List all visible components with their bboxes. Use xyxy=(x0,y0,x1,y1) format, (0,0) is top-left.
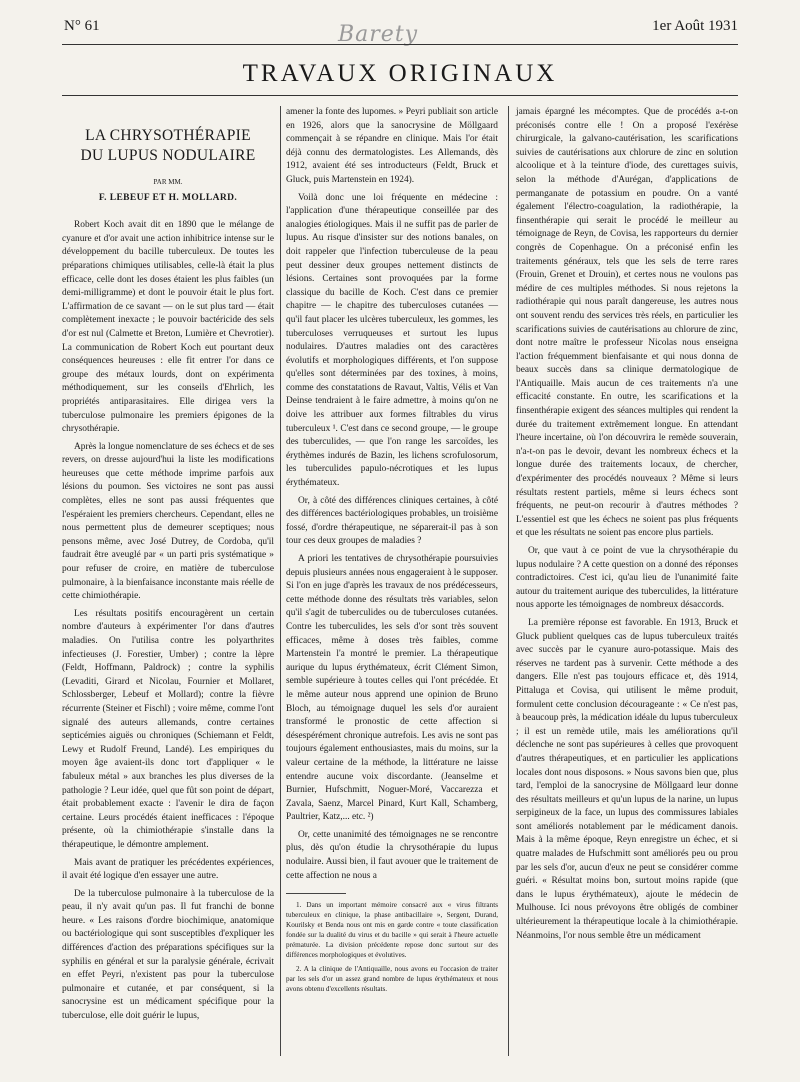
article-authors: F. LEBEUF ET H. MOLLARD. xyxy=(98,192,238,203)
paragraph: Robert Koch avait dit en 1890 que le mélange de cyanure et d'or avait une action inhibitrice intense sur le développement du bacille tuberculeux. De toutes les préparations chimiques utilisables, celle-là était la plus efficace, celle dont les doses étaient les plus faibles (un demi-milligramme) et dont le pouvoir était le plus fort. L'affirmation de ce savant — on le sut plus tard — était complètement inexacte ; le pouvoir bactéricide des sels d'or est nul (Calmette et Breton, Lumière et Chevrotier). La communication de Robert Koch eut pourtant deux conséquences heureuses : elle fit entrer l'or dans ce groupe des métaux lourds, dont on expérimenta méthodiquement, sur les conseils d'Ehrlich, les propriétés antiparasitaires. Elle dirigea vers la tuberculose pulmonaire les premiers épigones de la chrysothérapie. xyxy=(62,220,274,435)
paragraph: amener la fonte des lupomes. » Peyri publiait son article en 1926, alors que la sanocrysine de Möllgaard commençait à se répandre en clinique. Mais l'or était déjà connu des dermatologistes. Les Allemands, dès 1912, avaient été ses introducteurs (Feldt, Bruck et Gluck, puis Martenstein en 1924). xyxy=(286,107,498,185)
text-column-3 xyxy=(516,106,738,943)
header-rule xyxy=(62,44,738,45)
paragraph: jamais épargné les mécomptes. Que de procédés a-t-on préconisés contre elle ! On a proposé l'exérèse chirurgicale, la galvano-cautérisation, les scarifications suivies de cautérisations aux chlorure de zinc en solution alcoolique et à la teinture d'iode, des curettages suivis, selon la méthode d'Aurégan, d'applications de permanganate de potassium en poudre. On a vanté également l'électro-coagulation, la radiothérapie, la finsenthérapie qui serait le procédé le meilleur au témoignage de Reyn, de Covisa, les rapporteurs du dernier congrès de Copenhague. On a préconisé enfin les traitements généraux, tels que les sels de terre rares (Frouin, Grenet et Drouin), et certes nous ne voulons pas médire de ces multiples méthodes. Si nous rejetons la radiothérapie qui nous paraît dangereuse, les autres nous ont souvent rendu des services très réels, en particulier les scarifications suivies de cautérisations au chlorure de zinc, dont notre maître le professeur Nicolas nous enseigna l'action fréquemment bienfaisante et qui nous donna de beaux succès dans sa clinique dermatologique de l'Antiquaille. Mais aucun de ces traitements n'a une efficacité constante. En outre, les scarifications et la finsenthérapie exigent des séances multiples qui rendent la durée du traitement extrêmement longue. En attendant l'heure incertaine, où l'on découvrira le remède souverain, n'a-t-on pas le devoir, devant les nombreux échecs et la longue durée des traitements locaux, de chercher, d'expérimenter des procédés nouveaux ? Même si leurs résultats restent partiels, même si leurs échecs sont fréquents, ne peut-on recourir à d'autres méthodes ? L'essentiel est que les échecs ne soient pas plus fréquents et que les résultats ne soient pas encore plus partiels. xyxy=(516,107,738,539)
paragraph: Voilà donc une loi fréquente en médecine : l'application d'une thérapeutique conseillée par des analogies étiologiques. Mais il ne suffit pas de parler de lupus. Au risque d'insister sur des notions banales, on doit rappeler que l'infection tuberculeuse de la peau peut dessiner deux groupes nettement distincts de lésions. Certaines sont provoquées par la forme classique du bacille de Koch. C'est dans ce premier chapitre — le chapitre des tuberculoses cutanées — qu'il faut placer les ulcères tuberculeux, les gommes, les tuberculoses verruqueuses et surtout les lupus nodulaires. D'autres maladies ont des caractères évolutifs et morphologiques différents, et l'on suppose qu'elles sont déterminées par des toxines, à moins, comme des constatations de Ravaut, Valtis, Vélis et Van Deinse tendraient à le faire admettre, à moins qu'on ne doive les attribuer aux formes filtrables du virus tuberculeux ¹. C'est dans ce second groupe, — le groupe des tuberculides, — que l'on range les sarcoïdes, les érythèmes indurés de Bazin, les lichens scrofulosorum, les tuberculides papulo-nécrotiques et les lupus érythémateux. xyxy=(286,192,498,489)
paragraph: De la tuberculose pulmonaire à la tuberculose de la peau, il n'y avait qu'un pas. Il fut franchi de bonne heure. « Les raisons d'ordre biochimique, anatomique ou bactériologique qui sont susceptibles d'expliquer les différences d'action des préparations spécifiques sur la syphilis en général et sur la paralysie générale, écrivait en effet Peyri, n'existent pas pour la tuberculose pulmonaire et cutanée, et par conséquent, si la sanocrysine est un médicament spécifique pour la tuberculose, elle doit guérir le lupus, xyxy=(62,888,274,1022)
paragraph: La première réponse est favorable. En 1913, Bruck et Gluck publient quelques cas de lupus tuberculeux traités avec succès par le cyanure auro-potassique. Mais des réserves ne tardent pas à survenir. Cette méthode a des dangers. Elle n'est pas toujours efficace et, dès 1914, Pittaluga et Covisa, qui utilisent le même produit, formulent cette conclusion décourageante : « Ce n'est pas, à beaucoup près, la médication idéale du lupus tuberculeux ; il est un remède utile, mais les améliorations qu'il déclenche ne sont pas supérieures à celles que provoquent d'autres thérapeutiques, et en particulier les applications locales dont nous disposons. » Nous savons bien que, plus tard, l'emploi de la sanocrysine de Möllgaard leur donne des résultats meilleurs et qu'un lupus de la narine, un lupus serpigineux de la face, un lupus des commissures labiales sont améliorés notablement par le médicament danois. Mais à la même époque, Reyn enregistre un échec, et si quatre malades de Hufschmitt sont améliorés peu ou prou par les sels d'or, aucun d'eux ne peut se considérer comme guéri. « Résultat moins bon, surtout moins rapide (que dans le lupus érythémateux), ajoute le médecin de Mulhouse. Ici nous prévoyons être obligés de combiner ultérieurement la thérapeutique locale à la chimiothérapie. Néanmoins, l'or nous semble être un médicament xyxy=(516,617,738,941)
handwritten-signature: Barety xyxy=(338,22,419,47)
issue-number: N° 61 xyxy=(64,18,100,34)
footnotes xyxy=(286,900,498,994)
paragraph: Mais avant de pratiquer les précédentes expériences, il avait été logique d'en essayer une autre. xyxy=(62,857,274,882)
paragraph: Or, cette unanimité des témoignages ne se rencontre plus, dès qu'on étudie la chrysothérapie du lupus nodulaire. Aussi bien, il faut avouer que le traitement de cette affection ne nous a xyxy=(286,829,498,881)
paragraph: Or, que vaut à ce point de vue la chrysothérapie du lupus nodulaire ? A cette question on a donné des réponses contradictoires. C'est ici, qu'au lieu de l'unanimité faite autour du traitement aurique des tuberculides, la littérature nous apporte les témoignages de nombreux désaccords. xyxy=(516,546,738,611)
paragraph: Après la longue nomenclature de ses échecs et de ses revers, on dresse aujourd'hui la liste les modifications heureuses que cette méthode imprime parfois aux lésions du poumon. Ses victoires ne sont pas aussi complètes, elles ne sont pas aussi fréquentes que l'espéraient les premiers chercheurs. Cependant, elles ne nous permettent plus de demeurer sceptiques; nous pensons même, avec José Dutrey, de Cordoba, qu'il faudrait être aveuglé par « un parti pris systématique » pour refuser de croire, en matière de tuberculose pulmonaire, à la bienfaisance inconstante mais réelle de cette chimiothérapie. xyxy=(62,441,274,602)
footnote-rule xyxy=(286,893,346,894)
text-column-1 xyxy=(62,106,274,1024)
column-divider xyxy=(280,106,281,1056)
article-title xyxy=(62,126,274,166)
column-divider xyxy=(508,106,509,1056)
paragraph: A priori les tentatives de chrysothérapie poursuivies depuis plusieurs années nous engageraient à le supposer. Si l'on en juge d'après les travaux de nos prédécesseurs, cette méthode donne des résultats très variables, selon qu'il s'agit de tuberculides ou de tuberculoses cutanées. Contre les tuberculides, les sels d'or sont très souvent efficaces, même à doses très faibles, comme Martenstein l'a montré le premier. La thérapeutique aurique du lupus érythémateux, écrit Clément Simon, semble supérieure à toutes celles qui l'ont précédée. Et le même auteur nous apprend une opinion de Bruno Bloch, au témoignage duquel les sels d'or auraient transformé le pronostic de cette affection si désespérément chronique autrefois. Les avis ne sont pas toujours également enthousiastes, mais du moins, sur la valeur certaine de la méthode, la littérature ne laisse entendre aucune voix discordante. (Jeanselme et Burnier, Hufschmitt, Noguer-Moré, Vaccarezza et Zavala, Saenz, Marcel Pinard, Kurt Kall, Schamberg, Paultrier, Katz,... etc. ²) xyxy=(286,554,498,823)
article-title-line: DU LUPUS NODULAIRE xyxy=(80,147,256,164)
issue-date: 1er Août 1931 xyxy=(652,18,738,34)
article-title-line: LA CHRYSOTHÉRAPIE xyxy=(85,127,251,144)
section-title: TRAVAUX ORIGINAUX xyxy=(242,60,558,87)
footnote: 1. Dans un important mémoire consacré aux « virus filtrants tuberculeux en clinique, la phase antibacillaire », Sergent, Durand, Kourilsky et Benda nous ont mis en garde contre « toute classification fondée sur la dualité du virus et du bacille » qui serait à l'heure actuelle prématurée. La division précédente repose donc surtout sur des différences morphologiques et évolutives. xyxy=(286,901,498,960)
footnote: 2. A la clinique de l'Antiquaille, nous avons eu l'occasion de traiter par les sels d'or un assez grand nombre de lupus érythémateux et nous avons obtenu d'excellents résultats. xyxy=(286,965,498,994)
text-column-2 xyxy=(286,106,498,996)
paragraph: Les résultats positifs encouragèrent un certain nombre d'auteurs à expérimenter l'or dans d'autres maladies. On l'utilisa contre les polyarthrites infectieuses (J. Forestier, Umber) ; contre la lèpre (Feldt, Hoffmann, Paldrock) ; contre la syphilis (Levaditi, Girard et Nicolau, Fournier et Mollaret, Schlossberger, Lebeuf et Mollard); contre la fièvre récurrente (Steiner et Fischl) ; voire même, comme l'ont signalé des auteurs allemands, contre certaines septicémies aiguës ou chroniques (Schiemann et Feldt, Lewy et Rudolf Freund, Landé). Les empiriques du moyen âge avaient-ils donc tort d'appliquer « le fabuleux métal » aux branches les plus diverses de la pathologie ? Leur idée, quel que fût son point de départ, était probablement exacte : l'avenir le dira de façon certaine. Leurs procédés étaient inefficaces : l'époque présente, où la chimiothérapie s'installe dans la thérapeutique, le démontre amplement. xyxy=(62,608,274,850)
section-rule xyxy=(62,95,738,96)
paragraph: Or, à côté des différences cliniques certaines, à côté des différences bactériologiques probables, un troisième fossé, d'ordre thérapeutique, ne séparerait-il pas à son tour ces deux groupes de maladies ? xyxy=(286,495,498,547)
byline-prefix: PAR MM. xyxy=(153,178,183,186)
